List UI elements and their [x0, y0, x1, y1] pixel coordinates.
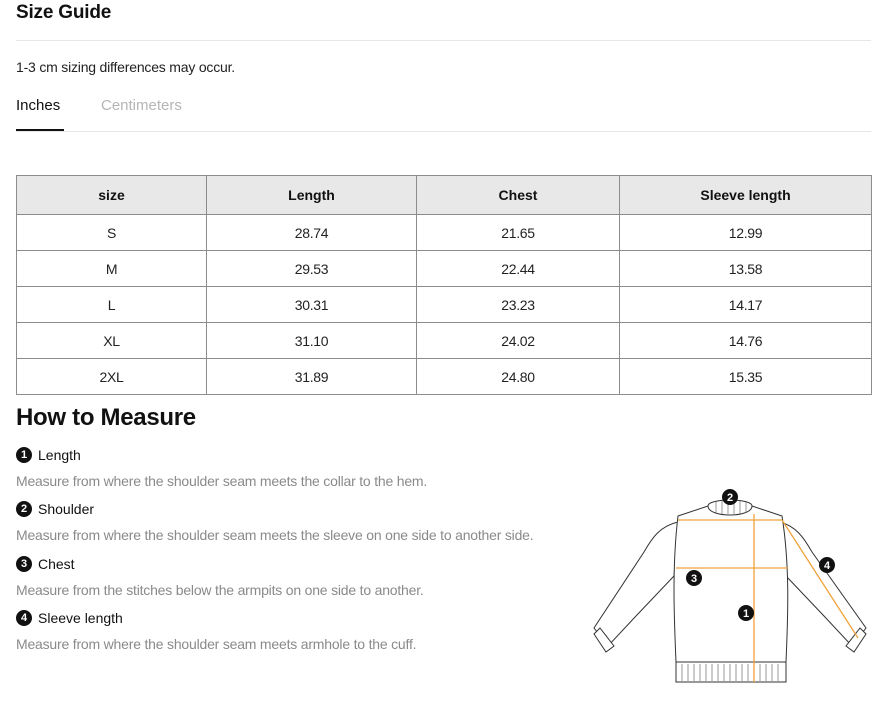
cell-chest: 21.65 [417, 215, 620, 251]
measure-item-sleeve-length [16, 609, 416, 652]
marker-3: 3 [690, 573, 698, 585]
table-row [17, 323, 872, 359]
measure-description: Measure from the stitches below the armpits on one side to another. [16, 582, 424, 598]
measure-label: Sleeve length [38, 610, 123, 626]
cell-size: 2XL [17, 359, 207, 395]
cell-length: 30.31 [207, 287, 417, 323]
header-sleeve-length: Sleeve length [620, 176, 872, 215]
how-to-measure-title: How to Measure [16, 404, 196, 431]
cell-size: XL [17, 323, 207, 359]
cell-chest: 22.44 [417, 251, 620, 287]
marker-1: 1 [742, 608, 750, 620]
table-row [17, 251, 872, 287]
cell-length: 29.53 [207, 251, 417, 287]
cell-size: M [17, 251, 207, 287]
tab-centimeters[interactable]: Centimeters [101, 97, 182, 114]
page-title: Size Guide [16, 2, 112, 23]
cell-chest: 24.80 [417, 359, 620, 395]
marker-4: 4 [823, 560, 831, 572]
measure-description: Measure from where the shoulder seam meets armhole to the cuff. [16, 636, 417, 652]
header-length: Length [207, 176, 417, 215]
measure-description: Measure from where the shoulder seam meets the sleeve on one side to another side. [16, 527, 534, 543]
number-2-icon: 2 [16, 501, 32, 517]
table-row [17, 359, 872, 395]
divider [16, 40, 871, 41]
number-3-icon: 3 [16, 556, 32, 572]
active-tab-indicator [16, 129, 64, 131]
cell-size: L [17, 287, 207, 323]
table-row [17, 215, 872, 251]
cell-sleeve-length: 14.76 [620, 323, 872, 359]
header-size: size [17, 176, 207, 215]
cell-length: 31.89 [207, 359, 417, 395]
measure-label: Shoulder [38, 501, 95, 517]
cell-chest: 24.02 [417, 323, 620, 359]
size-table [16, 175, 872, 395]
measure-item-shoulder [16, 500, 533, 543]
measure-item-chest [16, 555, 424, 598]
cell-sleeve-length: 14.17 [620, 287, 872, 323]
tab-inches[interactable]: Inches [16, 97, 61, 114]
cell-sleeve-length: 15.35 [620, 359, 872, 395]
measure-description: Measure from where the shoulder seam meets the collar to the hem. [16, 473, 428, 489]
measure-label: Length [38, 447, 81, 463]
cell-size: S [17, 215, 207, 251]
table-header-row [17, 176, 872, 215]
marker-2: 2 [726, 492, 734, 504]
cell-sleeve-length: 13.58 [620, 251, 872, 287]
sweater-measurement-diagram-icon [590, 486, 870, 686]
number-1-icon: 1 [16, 447, 32, 463]
header-chest: Chest [417, 176, 620, 215]
sizing-note: 1-3 cm sizing differences may occur. [16, 59, 235, 75]
measure-label: Chest [38, 556, 75, 572]
cell-length: 31.10 [207, 323, 417, 359]
cell-length: 28.74 [207, 215, 417, 251]
cell-sleeve-length: 12.99 [620, 215, 872, 251]
table-row [17, 287, 872, 323]
number-4-icon: 4 [16, 610, 32, 626]
unit-tabs [16, 96, 871, 132]
cell-chest: 23.23 [417, 287, 620, 323]
measure-item-length [16, 446, 427, 489]
